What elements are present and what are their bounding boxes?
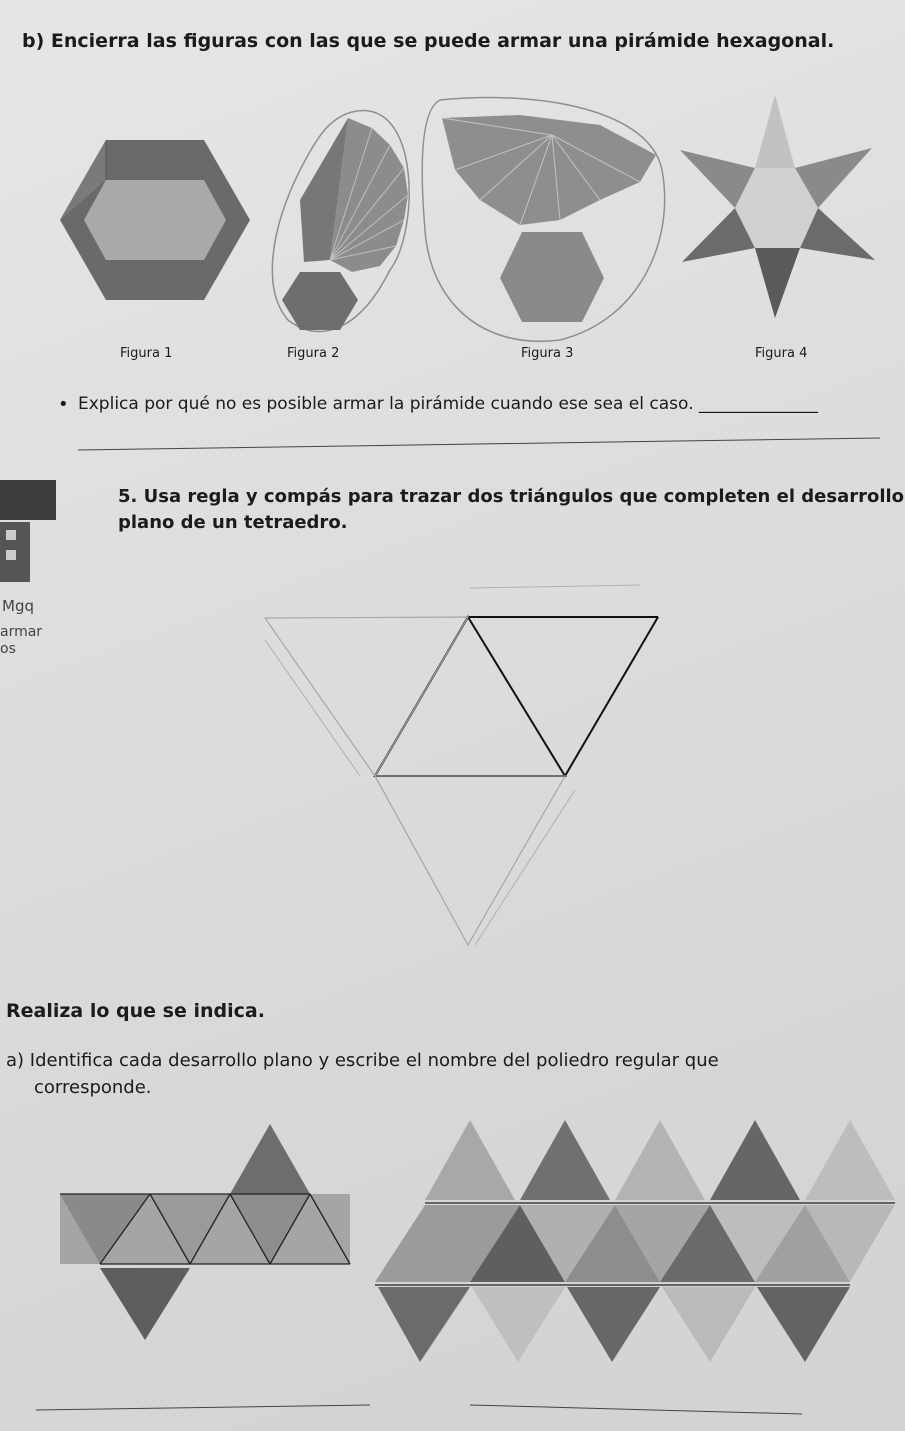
explain-blank[interactable]: ______________ (698, 394, 818, 414)
question-5-line-1: 5. Usa regla y compás para trazar dos triángulos que completen el desarrollo (118, 486, 905, 507)
answer-line-net-b[interactable] (470, 1405, 802, 1414)
figure-3-label: Figura 3 (521, 346, 574, 361)
margin-text-3: os (0, 641, 16, 657)
figure-4-star-net (680, 95, 875, 318)
net-a-polyhedron (60, 1124, 350, 1340)
margin-text-2: armar (0, 624, 43, 640)
figure-2-label: Figura 2 (287, 346, 340, 361)
qr-code-icon (0, 480, 56, 582)
margin-text-1: Mgq (2, 597, 34, 615)
net-b-icosahedron (375, 1120, 895, 1362)
question-a-line-2: corresponde. (34, 1077, 152, 1098)
question-a-line-1: a) Identifica cada desarrollo plano y escribe el nombre del poliedro regular que (6, 1050, 719, 1071)
figure-4-label: Figura 4 (755, 346, 808, 361)
explain-prompt-text: Explica por qué no es posible armar la pirámide cuando ese sea el caso. (78, 394, 694, 414)
figure-1-hexagon-star-net (60, 140, 250, 300)
bullet-point: • (58, 394, 69, 415)
answer-line-net-a[interactable] (36, 1405, 370, 1410)
question-b-instruction: b) Encierra las figuras con las que se puede armar una pirámide hexagonal. (22, 30, 835, 52)
realiza-heading: Realiza lo que se indica. (6, 1000, 265, 1022)
tetrahedron-net (265, 585, 658, 945)
question-5-line-2: plano de un tetraedro. (118, 512, 348, 533)
answer-line-explain[interactable] (78, 438, 880, 450)
figure-2-fan-net (272, 111, 409, 332)
figure-3-fan-net (422, 98, 664, 342)
figure-1-label: Figura 1 (120, 346, 173, 361)
